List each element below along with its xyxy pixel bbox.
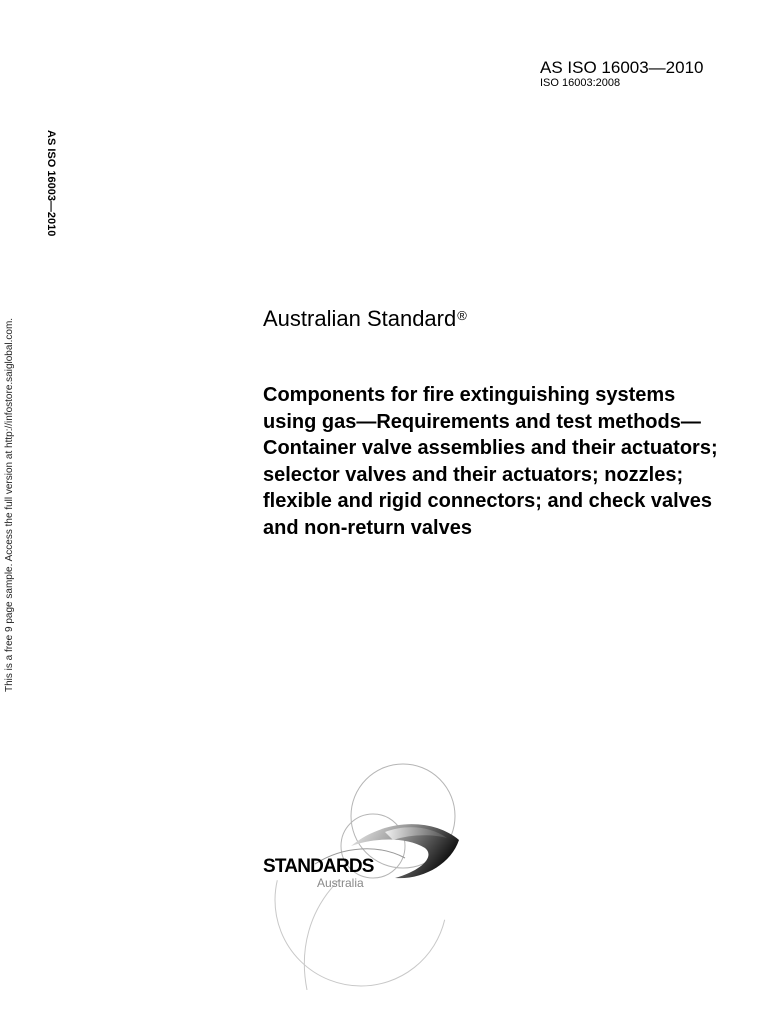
spine-standard-number: AS ISO 16003—2010 bbox=[45, 130, 57, 237]
registered-mark: ® bbox=[457, 308, 467, 323]
logo-subtext: Australia bbox=[317, 876, 364, 890]
document-title: Components for fire extinguishing systems using gas—Requirements and test methods—Container valve assemblies and their actuators; selector valves and their actuators; nozzles; flexible and rigid connectors; and check valves and non-return valves bbox=[263, 384, 718, 539]
iso-number: ISO 16003:2008 bbox=[540, 77, 621, 89]
brand-line bbox=[263, 304, 467, 334]
sample-notice: This is a free 9 page sample. Access the full version at http://infostore.saiglobal.com. bbox=[4, 317, 15, 692]
standards-australia-logo bbox=[255, 760, 495, 990]
brand-name: Australian Standard bbox=[263, 306, 457, 331]
logo-wordmark: STANDARDS bbox=[263, 856, 374, 877]
standard-number: AS ISO 16003—2010 bbox=[540, 58, 704, 77]
